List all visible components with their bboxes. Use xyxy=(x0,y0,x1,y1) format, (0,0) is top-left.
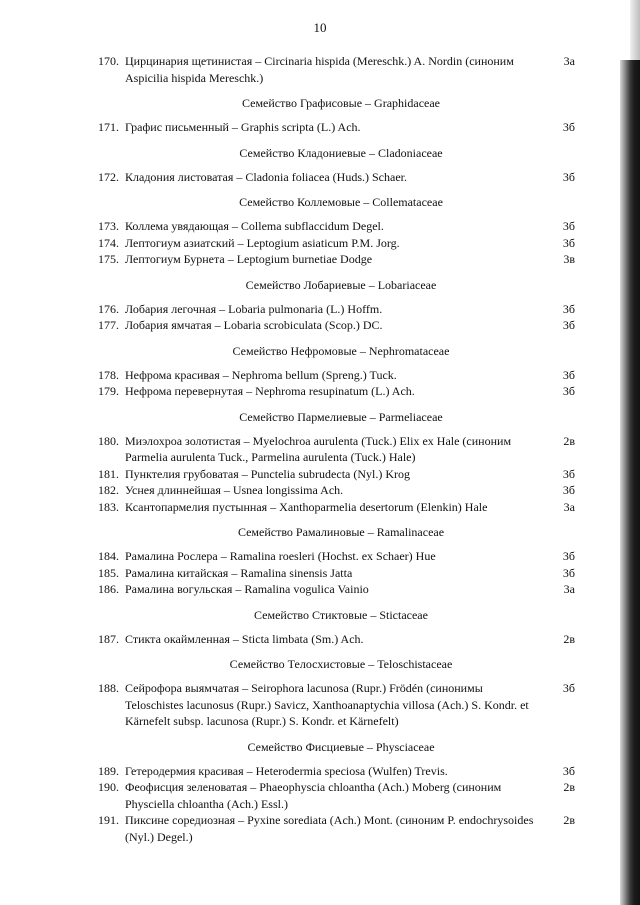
entry-number: 170. xyxy=(98,54,119,68)
entry-number: 184. xyxy=(98,549,119,563)
species-entry xyxy=(87,565,575,582)
entry-number: 172. xyxy=(98,169,119,184)
species-entry xyxy=(87,499,575,516)
status-category: 3б xyxy=(562,483,575,497)
status-category: 2в xyxy=(563,433,575,448)
species-entry xyxy=(87,383,575,400)
entry-number: 183. xyxy=(98,499,119,514)
entry-number: 191. xyxy=(98,813,119,827)
entry-number: 171. xyxy=(98,120,119,134)
species-entry xyxy=(87,680,575,730)
family-heading: Семейство Графисовые – Graphidaceae xyxy=(241,96,440,110)
species-entry xyxy=(87,301,575,318)
species-entry xyxy=(87,763,575,780)
species-entry xyxy=(87,251,575,268)
species-name: Ксантопармелия пустынная – Xanthoparmelia desertorum (Elenkin) Hale xyxy=(125,499,488,514)
family-heading: Семейство Пармелиевые – Parmeliaceae xyxy=(239,409,443,424)
species-name: Рамалина Рослера – Ramalina roesleri (Hochst. ex Schaer) Hue xyxy=(125,549,436,563)
entry-number: 178. xyxy=(98,367,119,382)
status-category: 3в xyxy=(563,252,575,266)
status-category: 3б xyxy=(562,301,575,316)
species-name: Кладония листоватая – Cladonia foliacea (Huds.) Schaer. xyxy=(125,169,407,184)
species-name: Пунктелия грубоватая – Punctelia subrudecta (Nyl.) Krog xyxy=(125,466,411,481)
family-heading: Семейство Фисциевые – Physciaceae xyxy=(247,739,435,754)
family-heading: Семейство Лобариевые – Lobariaceae xyxy=(245,277,437,292)
status-category: 3б xyxy=(562,565,575,580)
status-category: 3б xyxy=(562,681,575,695)
entry-number: 177. xyxy=(98,318,119,332)
species-entry xyxy=(87,779,575,812)
species-name: Лептогиум азиатский – Leptogium asiaticum P.M. Jorg. xyxy=(125,235,400,250)
species-entry xyxy=(87,53,575,86)
entry-number: 186. xyxy=(98,582,119,596)
species-entry xyxy=(87,317,575,334)
species-name: Рамалина китайская – Ramalina sinensis Jatta xyxy=(125,565,353,580)
status-category: 2в xyxy=(563,813,575,827)
species-name: Коллема увядающая – Collema subflaccidum Degel. xyxy=(125,219,384,233)
entry-number: 188. xyxy=(98,681,119,695)
status-category: 3б xyxy=(562,120,575,134)
status-category: 3б xyxy=(562,763,575,778)
family-heading: Семейство Кладониевые – Cladoniaceae xyxy=(239,145,443,160)
entry-number: 175. xyxy=(98,252,119,266)
status-category: 3а xyxy=(563,54,575,68)
entry-number: 176. xyxy=(98,301,119,316)
species-entry xyxy=(87,581,575,598)
status-category: 3б xyxy=(562,466,575,481)
species-name: Миэлохроа золотистая – Myelochroa aurulenta (Tuck.) Elix ex Hale (синоним Parmelia aurulenta Tuck., Parmelina aurulenta (Tuck.) Hale) xyxy=(125,433,512,464)
family-heading: Семейство Нефромовые – Nephromataceae xyxy=(232,343,450,358)
species-name: Лептогиум Бурнета – Leptogium burnetiae Dodge xyxy=(125,252,373,266)
status-category: 3б xyxy=(562,549,575,563)
species-name: Уснея длиннейшая – Usnea longissima Ach. xyxy=(125,483,344,497)
family-heading: Семейство Стиктовые – Stictaceae xyxy=(254,607,428,622)
family-heading: Семейство Рамалиновые – Ramalinaceae xyxy=(237,525,445,539)
page-number: 10 xyxy=(313,20,327,35)
entry-number: 179. xyxy=(98,384,119,398)
scan-edge-shadow xyxy=(620,60,640,905)
status-category: 2в xyxy=(563,631,575,646)
species-entry xyxy=(87,482,575,499)
status-category: 3б xyxy=(562,318,575,332)
species-entry xyxy=(87,812,575,845)
entry-number: 174. xyxy=(98,235,119,250)
species-name: Стикта окаймленная – Sticta limbata (Sm.) Ach. xyxy=(125,631,364,646)
species-name: Графис письменный – Graphis scripta (L.) Ach. xyxy=(125,120,361,134)
family-heading: Семейство Телосхистовые – Teloschistaceae xyxy=(229,657,453,671)
species-entry xyxy=(87,218,575,235)
species-name: Феофисция зеленоватая – Phaeophyscia chloantha (Ach.) Moberg (синоним Physciella chloantha (Ach.) Essl.) xyxy=(125,780,502,811)
entry-number: 190. xyxy=(98,780,119,794)
species-name: Гетеродермия красивая – Heterodermia speciosa (Wulfen) Trevis. xyxy=(125,763,448,778)
species-name: Лобария легочная – Lobaria pulmonaria (L.) Hoffm. xyxy=(125,301,383,316)
status-category: 3б xyxy=(562,235,575,250)
entry-number: 173. xyxy=(98,219,119,233)
species-name: Сейрофора выямчатая – Seirophora lacunosa (Rupr.) Frödén (синонимы Teloschistes lacunosus (Rupr.) Savicz, Xanthoanaptychia villosa (Ach.) S. Kondr. et Kärnefelt subsp. lacunosa (Rupr.) S. Kondr. et Kärnefelt) xyxy=(125,681,529,728)
entry-number: 180. xyxy=(98,433,119,448)
entry-number: 187. xyxy=(98,631,119,646)
entry-number: 189. xyxy=(98,763,119,778)
species-entry xyxy=(87,631,575,648)
status-category: 3б xyxy=(562,169,575,184)
species-entry xyxy=(87,466,575,483)
species-name: Нефрома красивая – Nephroma bellum (Spreng.) Tuck. xyxy=(125,367,397,382)
status-category: 3б xyxy=(562,384,575,398)
species-entry xyxy=(87,169,575,186)
species-entry xyxy=(87,433,575,466)
species-name: Цирцинария щетинистая – Circinaria hispida (Mereschk.) A. Nordin (синоним Aspicilia hispida Mereschk.) xyxy=(125,54,514,85)
family-heading: Семейство Коллемовые – Collemataceae xyxy=(239,195,443,209)
species-name: Лобария ямчатая – Lobaria scrobiculata (Scop.) DC. xyxy=(125,318,383,332)
species-entry xyxy=(87,119,575,136)
entry-number: 181. xyxy=(98,466,119,481)
status-category: 3б xyxy=(562,219,575,233)
species-entry xyxy=(87,235,575,252)
species-name: Пиксине соредиозная – Pyxine sorediata (Ach.) Mont. (синоним P. endochrysoides (Nyl.) Degel.) xyxy=(125,813,534,844)
species-entry xyxy=(87,548,575,565)
status-category: 3б xyxy=(562,367,575,382)
species-name: Нефрома перевернутая – Nephroma resupinatum (L.) Ach. xyxy=(125,384,415,398)
species-list xyxy=(87,53,575,845)
entry-number: 182. xyxy=(98,483,119,497)
species-entry xyxy=(87,367,575,384)
status-category: 2в xyxy=(563,780,575,794)
status-category: 3а xyxy=(563,582,575,596)
scan-edge-top xyxy=(630,0,640,60)
entry-number: 185. xyxy=(98,565,119,580)
species-name: Рамалина вогульская – Ramalina vogulica Vainio xyxy=(125,582,369,596)
status-category: 3а xyxy=(563,499,575,514)
